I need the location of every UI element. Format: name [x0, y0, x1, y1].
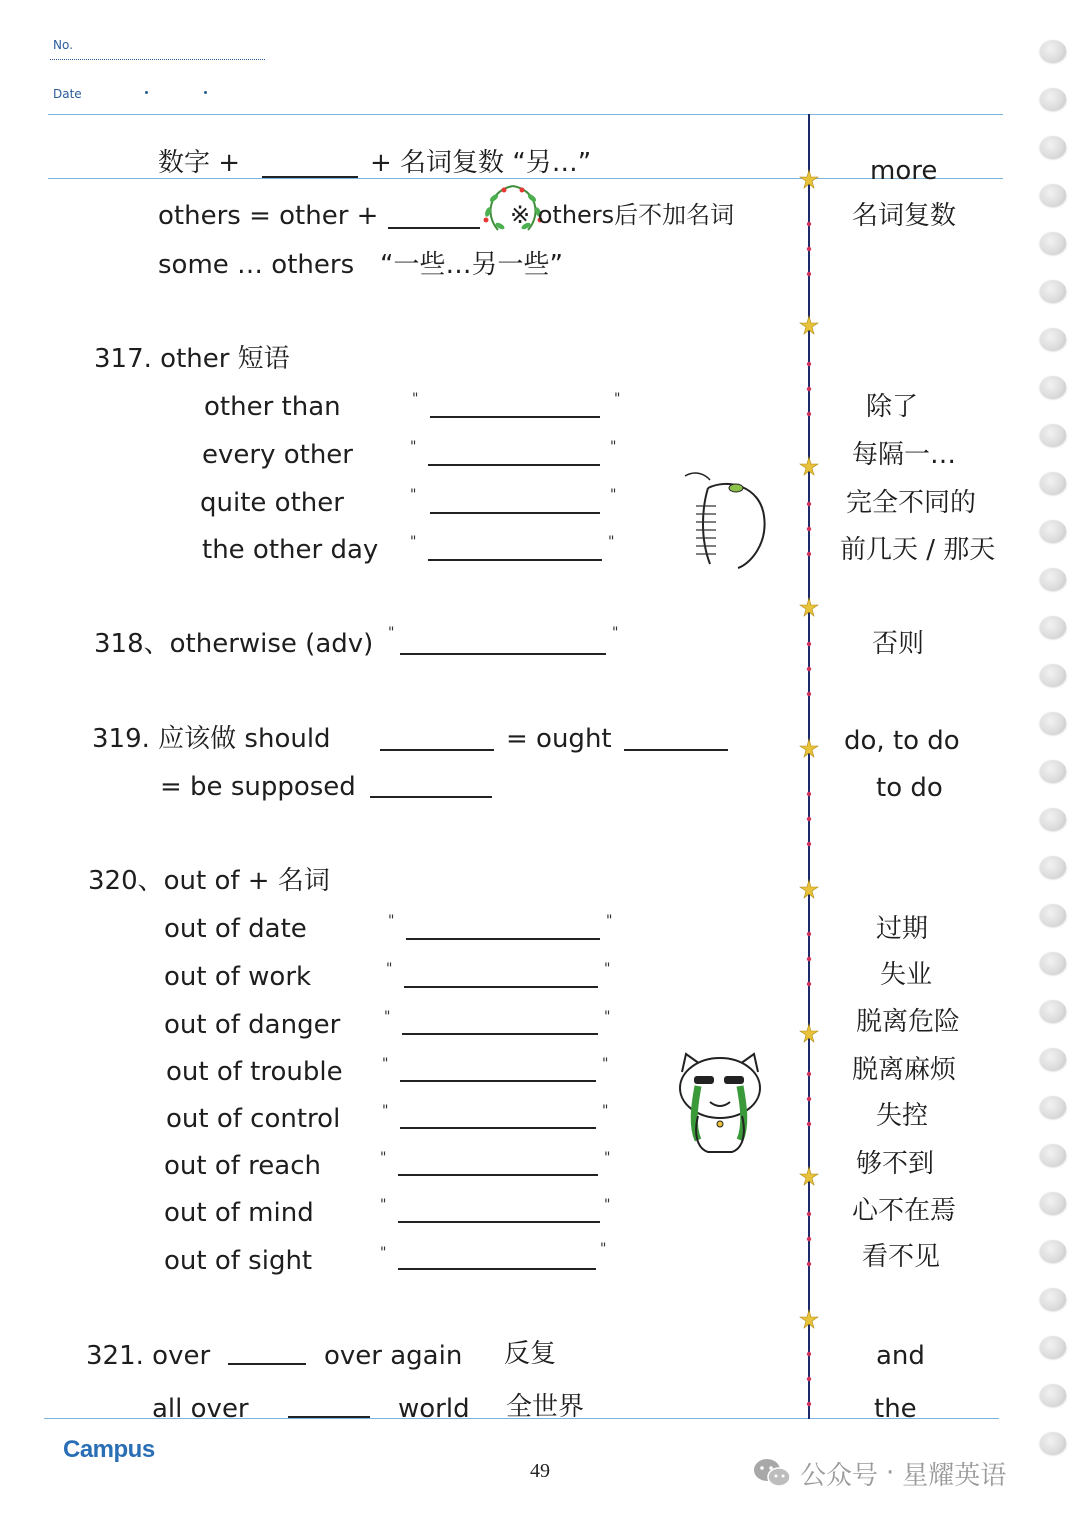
close-quote: " [602, 1103, 609, 1119]
watermark-account: 公众号 [800, 1460, 879, 1491]
s320-phrase: out of control [166, 1104, 341, 1134]
close-quote: " [612, 625, 619, 641]
open-quote: " [410, 534, 417, 550]
s320-phrase: out of sight [164, 1246, 313, 1276]
close-quote: " [602, 1056, 609, 1072]
date-label: Date [53, 87, 82, 101]
no-underline [50, 59, 265, 60]
s320-phrase: out of date [164, 914, 307, 944]
close-quote: " [614, 391, 621, 407]
binder-hole [1040, 1048, 1066, 1070]
s321-line1-b: over again [324, 1341, 463, 1371]
s321-line1-a: 321. over [86, 1341, 211, 1371]
s319-answer2: to do [876, 773, 943, 803]
open-quote: " [380, 1150, 387, 1166]
blank-317-4 [428, 559, 602, 561]
row-others: others = other + [158, 201, 379, 231]
blank-319-1 [380, 749, 494, 751]
s320-answer: 看不见 [862, 1242, 941, 1272]
binder-hole [1040, 904, 1066, 926]
watermark-name: 星耀英语 [902, 1460, 1007, 1491]
blank-320-1 [406, 938, 600, 940]
blank-number-plus [262, 176, 358, 178]
binder-hole [1040, 1000, 1066, 1022]
s319-line2: = be supposed [160, 772, 356, 802]
blank-321-2 [288, 1416, 370, 1418]
s321-answer2: the [874, 1394, 917, 1424]
watermark [752, 1456, 1006, 1490]
first-rule [48, 178, 1003, 179]
others-note: ※ others后不加名词 [510, 201, 735, 229]
s317-answer: 前几天 / 那天 [840, 535, 996, 565]
s320-answer: 心不在焉 [852, 1196, 957, 1226]
s321-line2-a: all over [152, 1394, 249, 1424]
binder-hole [1040, 328, 1066, 350]
binder-hole [1040, 232, 1066, 254]
binder-hole [1040, 424, 1066, 446]
date-dot-1 [145, 91, 148, 94]
s319-line1-b: = ought [506, 724, 612, 754]
blank-319-3 [370, 796, 492, 798]
binder-hole [1040, 712, 1066, 734]
blank-320-4 [400, 1080, 596, 1082]
answer-noun-plural: 名词复数 [852, 201, 957, 231]
s321-line2-b: world [398, 1394, 470, 1424]
binder-hole [1040, 1096, 1066, 1118]
binder-hole [1040, 1336, 1066, 1358]
close-quote: " [604, 1197, 611, 1213]
header-rule [48, 114, 1003, 115]
blank-320-3 [402, 1033, 598, 1035]
close-quote: " [610, 439, 617, 455]
s320-heading: 320、out of + 名词 [88, 866, 330, 896]
s317-phrase: quite other [200, 488, 344, 518]
blank-320-5 [400, 1127, 596, 1129]
close-quote: " [610, 487, 617, 503]
date-dot-2 [204, 91, 207, 94]
blank-317-3 [430, 512, 600, 514]
binder-hole [1040, 1432, 1066, 1454]
s320-answer: 失业 [880, 960, 933, 990]
blank-320-8 [398, 1268, 596, 1270]
open-quote: " [380, 1245, 387, 1261]
binder-hole [1040, 616, 1066, 638]
close-quote: " [604, 1150, 611, 1166]
close-quote: " [600, 1241, 607, 1257]
s320-phrase: out of reach [164, 1151, 321, 1181]
binder-hole [1040, 1192, 1066, 1214]
binder-hole [1040, 1384, 1066, 1406]
open-quote: " [386, 961, 393, 977]
s321-line2-c: 全世界 [506, 1392, 585, 1422]
s320-answer: 过期 [876, 914, 929, 944]
no-label: No. [53, 38, 73, 52]
open-quote: " [388, 625, 395, 641]
s320-answer: 脱离危险 [856, 1007, 961, 1037]
blank-320-6 [398, 1174, 598, 1176]
blank-317-1 [430, 416, 600, 418]
binder-hole [1040, 280, 1066, 302]
blank-320-2 [404, 986, 598, 988]
s317-answer: 每隔一… [852, 440, 957, 470]
crying-cat-doodle [668, 1048, 778, 1158]
watermark-dot: · [886, 1458, 895, 1488]
blank-others [388, 227, 480, 229]
binder-hole [1040, 136, 1066, 158]
close-quote: " [608, 534, 615, 550]
s320-phrase: out of trouble [166, 1057, 343, 1087]
open-quote: " [388, 913, 395, 929]
close-quote: " [606, 913, 613, 929]
s320-answer: 失控 [876, 1101, 929, 1131]
binder-hole [1040, 376, 1066, 398]
binder-hole [1040, 856, 1066, 878]
blank-317-2 [428, 464, 600, 466]
binder-hole [1040, 1144, 1066, 1166]
binder-hole [1040, 808, 1066, 830]
row-number-plus-note: + 名词复数 “另…” [370, 148, 592, 178]
blank-320-7 [398, 1221, 600, 1223]
s320-phrase: out of danger [164, 1010, 341, 1040]
blank-319-2 [624, 749, 728, 751]
s320-answer: 够不到 [856, 1149, 935, 1179]
s317-phrase: the other day [202, 535, 379, 565]
s319-line1-a: 319. 应该做 should [92, 724, 331, 754]
s320-phrase: out of work [164, 962, 312, 992]
open-quote: " [382, 1103, 389, 1119]
row-number-plus: 数字 + [158, 148, 241, 178]
open-quote: " [410, 487, 417, 503]
binder-hole [1040, 184, 1066, 206]
blank-318 [400, 653, 606, 655]
s318-answer: 否则 [872, 629, 925, 659]
binder-hole [1040, 760, 1066, 782]
binder-hole [1040, 664, 1066, 686]
s321-answer1: and [876, 1341, 925, 1371]
s318-heading: 318、otherwise (adv) [94, 629, 374, 659]
s317-phrase: every other [202, 440, 353, 470]
s321-line1-c: 反复 [504, 1339, 557, 1369]
open-quote: " [384, 1009, 391, 1025]
answer-more: more [870, 156, 938, 186]
binder-hole [1040, 952, 1066, 974]
cartoon-head-doodle [680, 468, 780, 578]
s317-answer: 完全不同的 [846, 488, 977, 518]
open-quote: " [380, 1197, 387, 1213]
binder-hole [1040, 88, 1066, 110]
close-quote: " [604, 961, 611, 977]
binder-hole [1040, 40, 1066, 62]
wechat-icon [752, 1457, 792, 1489]
open-quote: " [412, 391, 419, 407]
binder-hole [1040, 568, 1066, 590]
row-some-others: some … others [158, 250, 355, 280]
binder-hole [1040, 1240, 1066, 1262]
open-quote: " [410, 439, 417, 455]
s320-answer: 脱离麻烦 [852, 1055, 957, 1085]
s320-phrase: out of mind [164, 1198, 314, 1228]
margin-dots [799, 114, 819, 1419]
close-quote: " [604, 1009, 611, 1025]
page-number: 49 [530, 1460, 550, 1482]
binder-hole [1040, 472, 1066, 494]
open-quote: " [382, 1056, 389, 1072]
s319-answer1: do, to do [844, 726, 960, 756]
s317-phrase: other than [204, 392, 341, 422]
campus-brand: Campus [63, 1436, 155, 1463]
binder-hole [1040, 1288, 1066, 1310]
s317-heading: 317. other 短语 [94, 344, 290, 374]
binder-hole [1040, 520, 1066, 542]
blank-321-1 [228, 1363, 306, 1365]
some-others-meaning: “一些…另一些” [380, 250, 563, 280]
s317-answer: 除了 [866, 392, 919, 422]
